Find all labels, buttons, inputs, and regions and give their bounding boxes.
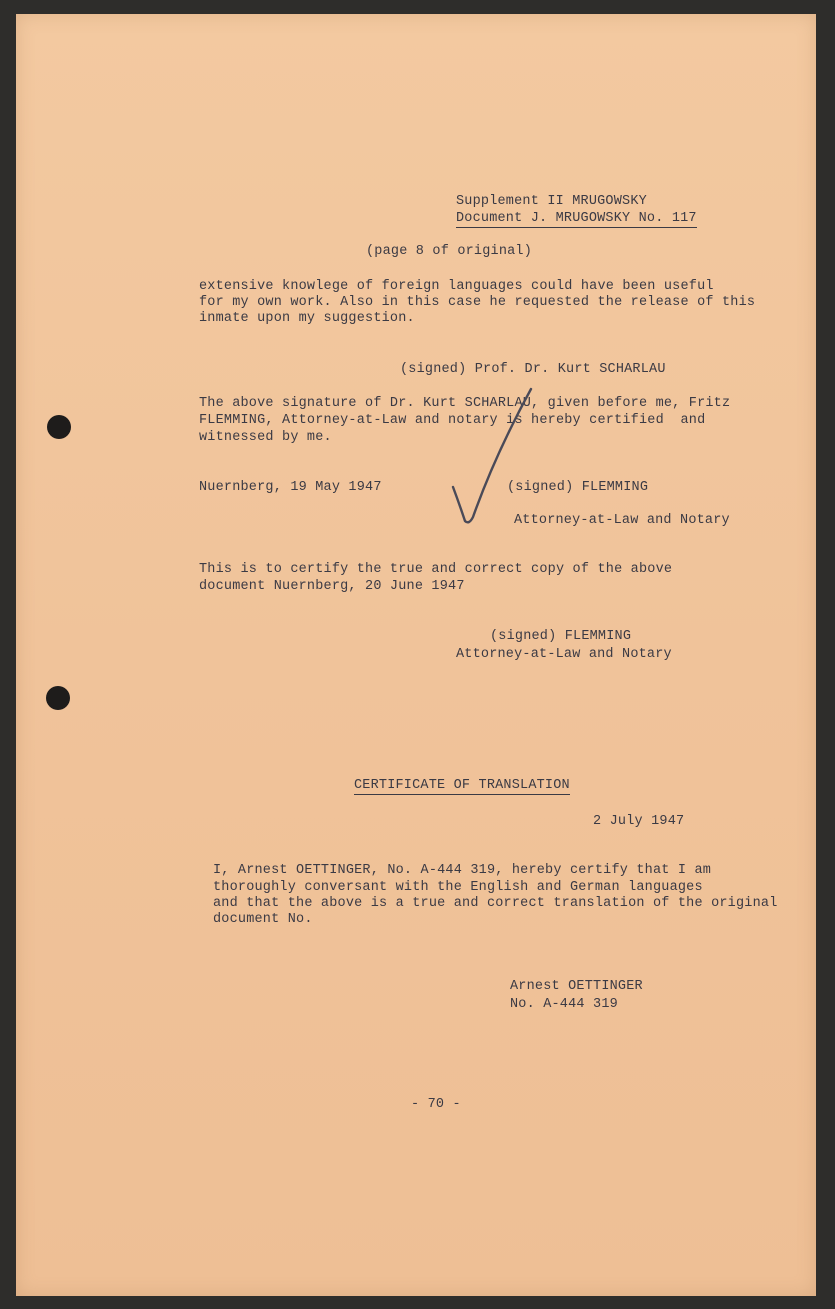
- certification-line: witnessed by me.: [199, 430, 332, 445]
- punch-hole-top: [47, 415, 71, 439]
- place-date: Nuernberg, 19 May 1947: [199, 480, 382, 495]
- translator-name: Arnest OETTINGER: [510, 979, 643, 994]
- certificate-text-line: and that the above is a true and correct translation of the original: [213, 896, 778, 911]
- certificate-text-line: document No.: [213, 912, 313, 927]
- signature-flemming-2: (signed) FLEMMING: [490, 629, 632, 644]
- punch-hole-bottom: [46, 686, 70, 710]
- document-line: Document J. MRUGOWSKY No. 117: [456, 211, 697, 226]
- page-note: (page 8 of original): [366, 244, 533, 259]
- supplement-line: Supplement II MRUGOWSKY: [456, 194, 647, 209]
- certificate-heading: CERTIFICATE OF TRANSLATION: [354, 778, 570, 793]
- certification-line: The above signature of Dr. Kurt SCHARLAU, given before me, Fritz: [199, 396, 731, 411]
- certificate-text-line: thoroughly conversant with the English and German languages: [213, 880, 703, 895]
- body-line: inmate upon my suggestion.: [199, 311, 415, 326]
- certificate-date: 2 July 1947: [593, 814, 685, 829]
- signature-scharlau: (signed) Prof. Dr. Kurt SCHARLAU: [400, 362, 666, 377]
- body-line: for my own work. Also in this case he requested the release of this: [199, 295, 756, 310]
- copy-cert-line: This is to certify the true and correct copy of the above: [199, 562, 673, 577]
- page-number: - 70 -: [411, 1097, 461, 1112]
- notary-title: Attorney-at-Law and Notary: [514, 513, 730, 528]
- certificate-text-line: I, Arnest OETTINGER, No. A-444 319, hereby certify that I am: [213, 863, 712, 878]
- checkmark-icon: [447, 385, 537, 530]
- notary-title-2: Attorney-at-Law and Notary: [456, 647, 672, 662]
- copy-cert-line: document Nuernberg, 20 June 1947: [199, 579, 465, 594]
- body-line: extensive knowlege of foreign languages could have been useful: [199, 279, 714, 294]
- translator-number: No. A-444 319: [510, 997, 618, 1012]
- signature-flemming: (signed) FLEMMING: [507, 480, 649, 495]
- certification-line: FLEMMING, Attorney-at-Law and notary is hereby certified and: [199, 413, 706, 428]
